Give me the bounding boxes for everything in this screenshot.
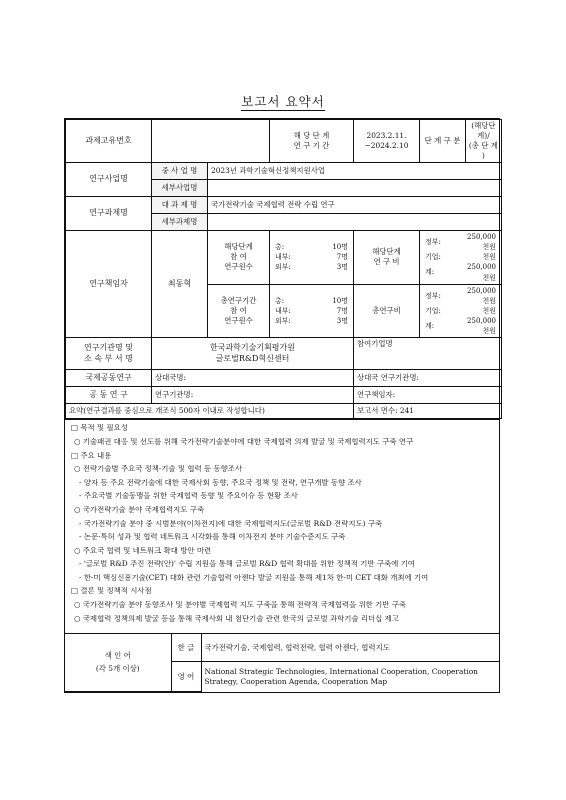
stage-gubun-label: 단 계 구 분	[420, 120, 465, 162]
main-task-label: 대 과 제 명	[152, 196, 208, 213]
stage-cost-label: 해당단계 연 구 비	[354, 230, 420, 284]
joint-institution: 연구기관명:	[152, 387, 354, 404]
total-cost-value: 정부: 250,000천원 기업: 천원 계: 250,000천원	[420, 284, 502, 338]
stage-members-label: 해당단계 참 여 연구원수	[208, 230, 270, 284]
stage-period-label: 해 당 단 계 연 구 기 간	[270, 120, 354, 163]
keywords-en: National Strategic Technologies, International Cooperation, Cooperation Strategy, Cooperation Agenda, Cooperation Map	[201, 662, 499, 692]
summary-line: ○ 기술패권 대응 및 선도를 위해 국가전략기술분야에 대한 국제협력 의제 발굴 및 국제협력지도 구축 연구	[74, 437, 414, 446]
partner-company: 참여기업명	[354, 338, 502, 370]
main-program-label: 중 사 업 명	[152, 162, 208, 179]
total-members-label: 총연구기간 참 여 연구원수	[208, 284, 270, 338]
info-table	[65, 119, 502, 419]
keywords-ko-label: 한 글	[171, 634, 201, 662]
report-pages: 보고서 면수: 241	[354, 404, 502, 419]
detail-program-value	[208, 179, 502, 196]
summary-line: - 주요국별 기술동맹을 위한 국제협력 동향 및 주요이슈 등 현황 조사	[79, 492, 298, 501]
stage-cost-value: 정부: 250,000천원 기업: 천원 계: 250,000천원	[420, 230, 502, 284]
summary-line: - 한-미 핵심신흥기술(CET) 대화 관련 기술협력 아젠다 발굴 지원을 통해 제1차 한-미 CET 대화 개최에 기여	[79, 573, 429, 582]
research-task-label: 연구과제명	[66, 196, 152, 230]
keywords-en-label: 영 어	[171, 662, 201, 692]
joint-leader: 연구책임자:	[354, 387, 502, 404]
summary-line: - '글로벌 R&D 추진 전략(안)' 수립 지원을 통해 글로벌 R&D 협력 확대를 위한 정책적 기반 구축에 기여	[79, 560, 415, 569]
summary-line: ○ 전략기술별 주요국 정책·기술 및 협력 등 동향조사	[74, 465, 243, 474]
summary-line: ○ 주요국 협력 및 네트워크 확대 방안 마련	[74, 546, 212, 555]
project-number-label: 과제고유번호	[66, 120, 152, 163]
stage-gubun-value: (해당단계)/ (총 단 계 )	[468, 121, 498, 160]
main-program-value: 2023년 과학기술혁신정책지원사업	[208, 162, 502, 179]
research-program-label: 연구사업명	[66, 162, 152, 196]
stage-members-value: 총: 10명 내부: 7명 외부: 3명	[270, 230, 354, 284]
summary-line: - 국가전략기술 분야 중 시범분야(이차전지)에 대한 국제협력지도(글로벌 R&D 전략지도) 구축	[79, 519, 383, 528]
detail-task-label: 세부과제명	[152, 213, 208, 230]
summary-line: - 논문·특허 성과 및 협력 네트워크 시각화를 통해 이차전지 분야 기술수준지도 구축	[79, 533, 346, 542]
institution-label: 연구기관명 및 소 속 부 서 명	[66, 338, 152, 370]
main-task-value: 국가전략기술 국제협력 전략 수립 연구	[208, 196, 502, 213]
project-number-value	[152, 120, 270, 163]
researcher-name: 최동혁	[152, 230, 208, 337]
keywords-label: 색 인 어 (각 5개 이상)	[65, 634, 171, 692]
intl-partner-institution: 상대국 연구기관명:	[354, 370, 502, 387]
intl-partner-country: 상대국명:	[152, 370, 354, 387]
detail-program-label: 세부사업명	[152, 179, 208, 196]
summary-line: ○ 국가전략기술 분야 국제협력지도 구축	[74, 505, 205, 514]
report-summary-form	[64, 118, 500, 693]
stage-period-value: 2023.2.11. ~2024.2.10	[354, 120, 420, 163]
page-title: 보고서 요약서	[241, 94, 325, 109]
summary-line: □ 목적 및 필요성	[71, 424, 128, 433]
researcher-label: 연구책임자	[66, 230, 152, 337]
keywords-ko: 국가전략기술, 국제협력, 협력전략, 협력 아젠다, 협력지도	[201, 634, 499, 662]
summary-line: ○ 국제협력 정책의제 발굴 등을 통해 국제사회 내 첨단기술 관련 한국의 글로벌 과학기술 리더십 제고	[74, 614, 399, 623]
abstract-label: 요약(연구결과를 중심으로 개조식 500자 이내로 작성합니다)	[66, 404, 354, 419]
summary-line: □ 주요 내용	[71, 451, 112, 460]
total-members-value: 총: 10명 내부: 7명 외부: 3명	[270, 284, 354, 338]
stage-gubun	[420, 120, 502, 163]
summary-body	[65, 419, 499, 633]
keywords-table	[65, 633, 499, 692]
summary-line: ○ 국가전략기술 분야 동향조사 및 분야별 국제협력 지도 구축을 통해 전략적 국제협력을 위한 기반 구축	[74, 601, 407, 610]
institution-value: 한국과학기술기획평가원 글로벌R&D혁신센터	[152, 338, 354, 370]
total-cost-label: 총연구비	[354, 284, 420, 338]
summary-line: - 양자 등 주요 전략기술에 대한 국제사회 동향, 주요국 정책 및 전략, 연구개발 동향 조사	[79, 478, 362, 487]
summary-line: □ 결론 및 정책적 시사점	[71, 587, 152, 596]
intl-joint-label: 국제공동연구	[66, 370, 152, 387]
joint-research-label: 공 동 연 구	[66, 387, 152, 404]
detail-task-value	[208, 213, 502, 230]
